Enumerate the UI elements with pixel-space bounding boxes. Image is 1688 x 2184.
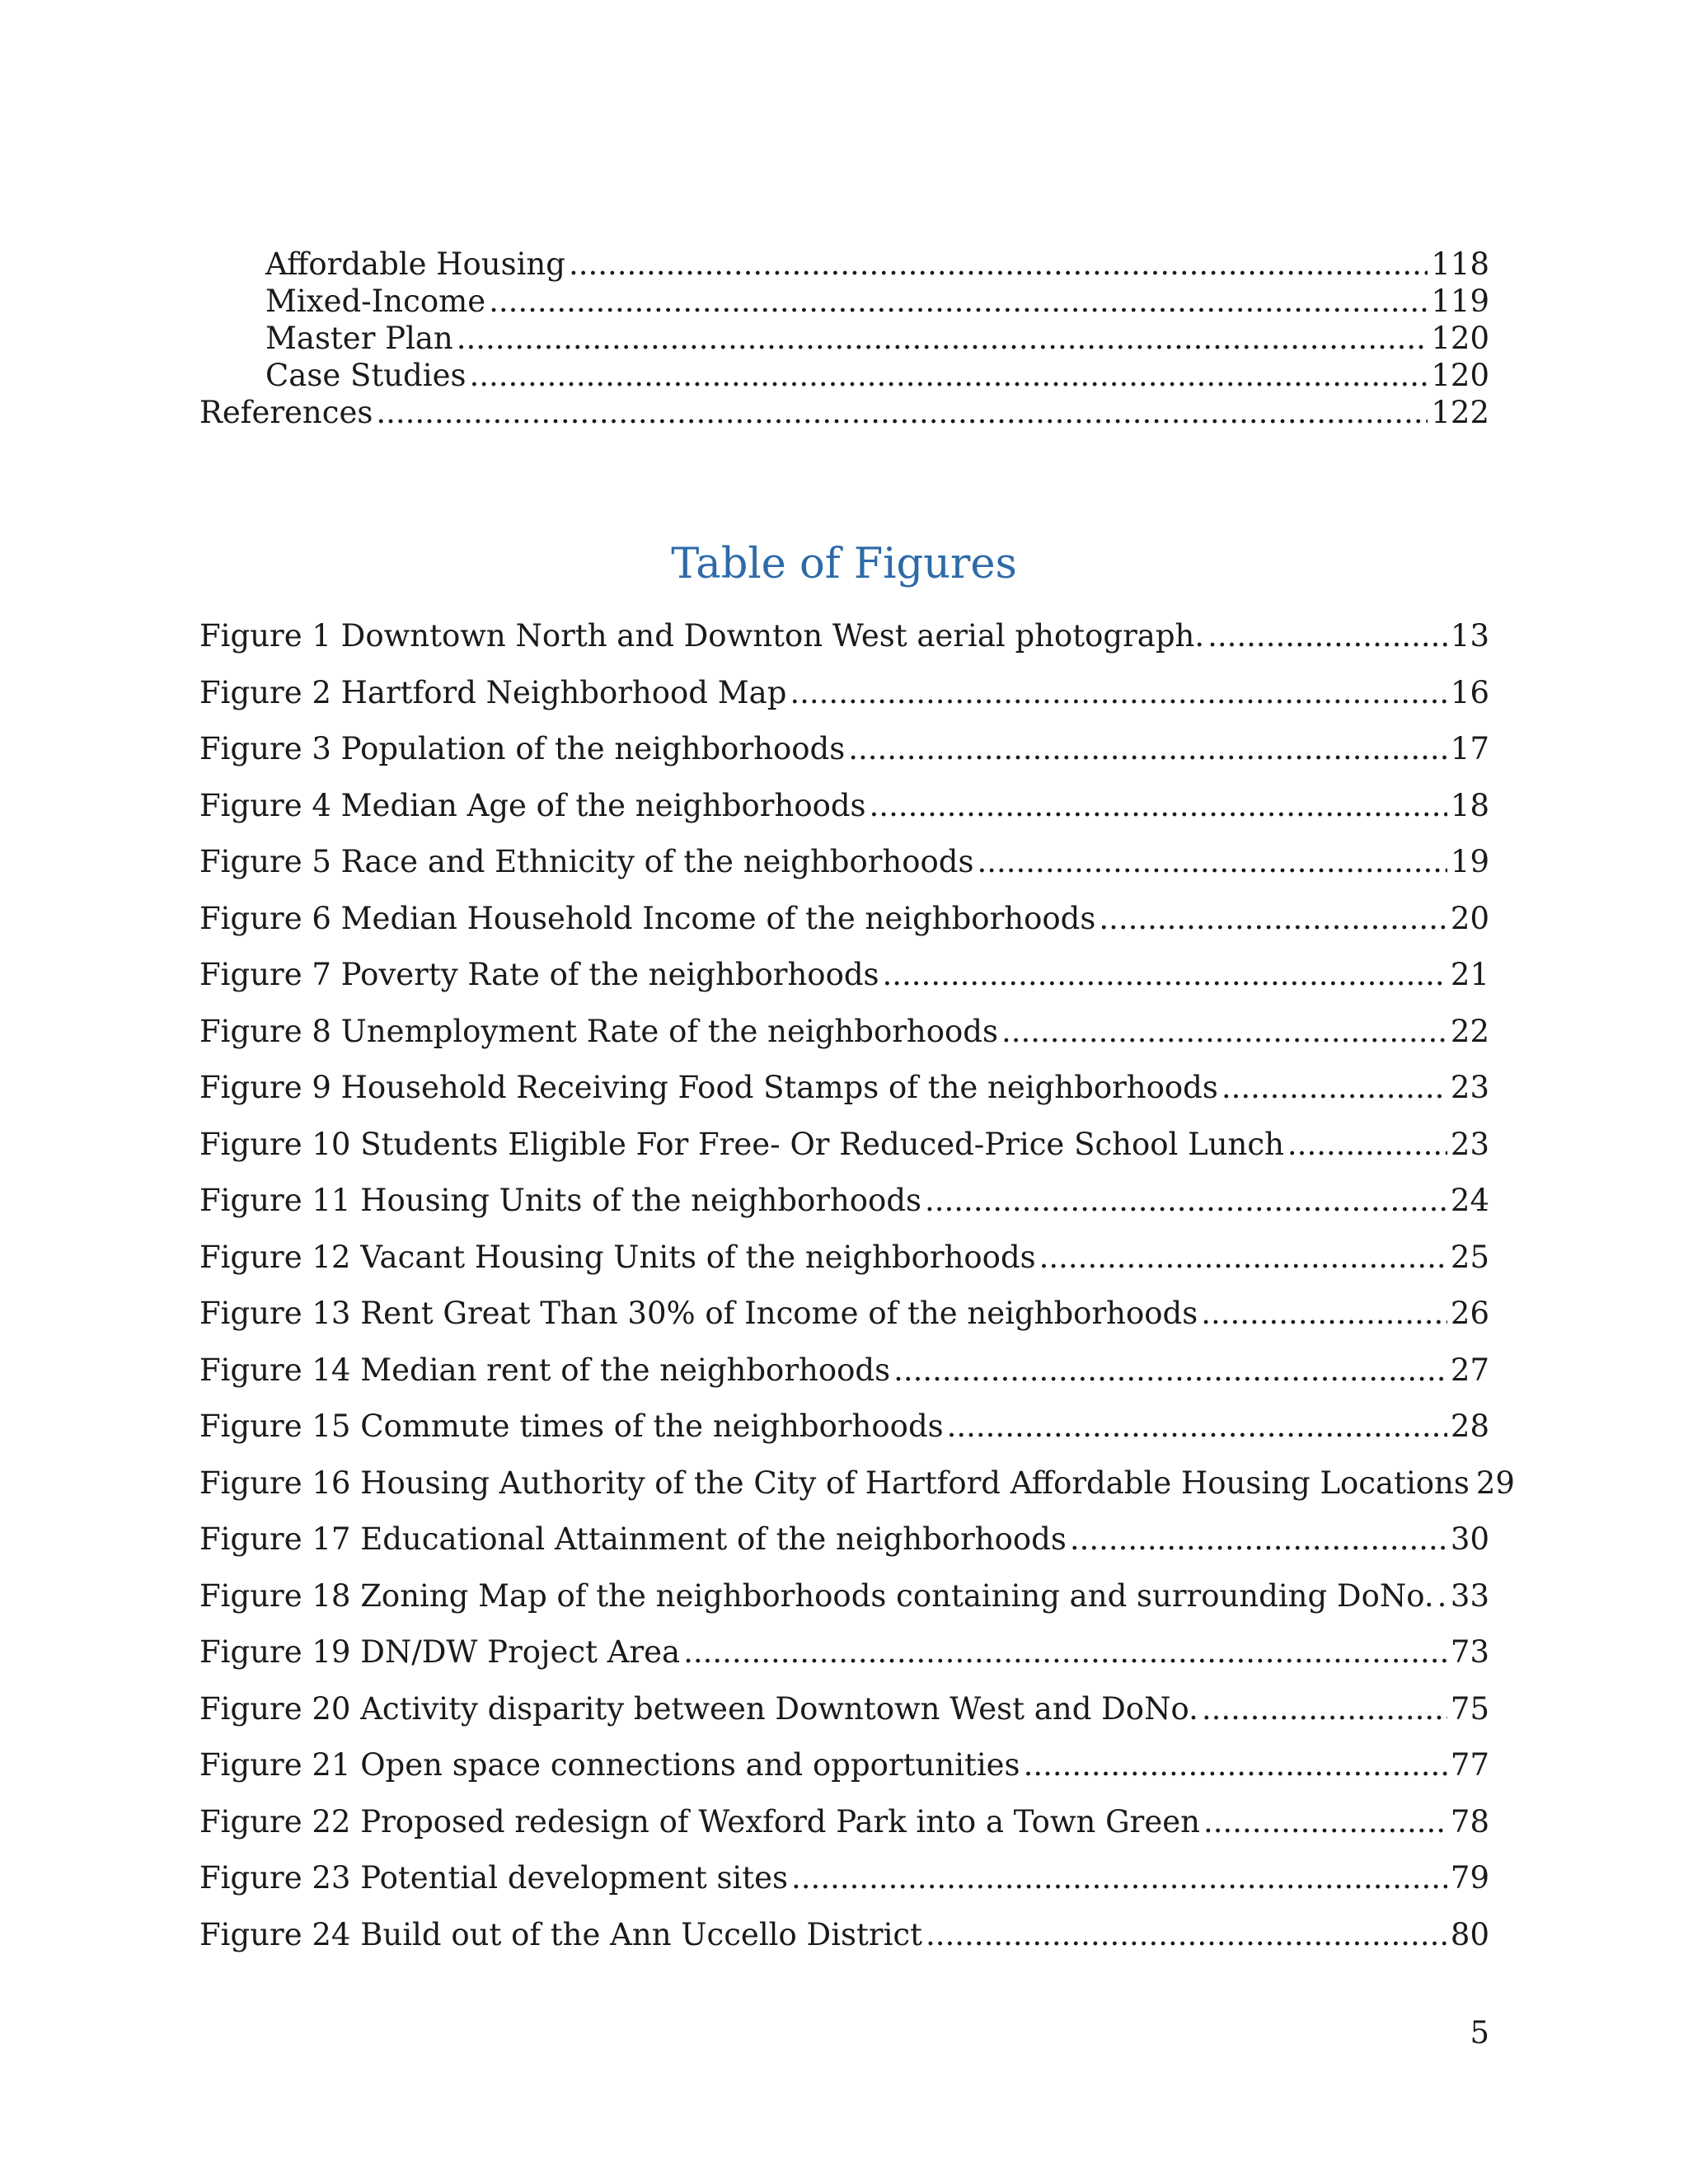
figure-entry-page: 77 — [1450, 1747, 1489, 1783]
figure-entry-label: Figure 9 Household Receiving Food Stamps of the neighborhoods — [199, 1070, 1218, 1105]
page-number: 5 — [1470, 2015, 1489, 2050]
toc-entry-page: 120 — [1431, 321, 1489, 356]
figure-entry-page: 80 — [1450, 1916, 1489, 1952]
figure-entry[interactable] — [199, 1624, 1489, 1681]
figures-list — [199, 608, 1515, 1963]
figure-entry-page: 30 — [1450, 1521, 1489, 1557]
figure-entry[interactable] — [199, 1455, 1515, 1512]
figure-entry[interactable] — [199, 891, 1489, 948]
figure-entry-page: 73 — [1450, 1634, 1489, 1670]
figure-entry[interactable] — [199, 1286, 1489, 1343]
figure-entry-label: Figure 15 Commute times of the neighborhoods — [199, 1408, 944, 1444]
dot-leader — [376, 394, 1428, 431]
figure-entry-label: Figure 21 Open space connections and opportunities — [199, 1747, 1020, 1783]
figure-entry[interactable] — [199, 1173, 1489, 1230]
dot-leader — [893, 1343, 1447, 1399]
figure-entry-label: Figure 4 Median Age of the neighborhoods — [199, 787, 866, 823]
dot-leader — [569, 246, 1428, 283]
toc-entry-page: 122 — [1431, 395, 1489, 430]
figure-entry-label: Figure 8 Unemployment Rate of the neighborhoods — [199, 1013, 998, 1049]
toc-entry[interactable] — [199, 320, 1489, 357]
figure-entry[interactable] — [199, 1794, 1489, 1851]
toc-entry[interactable] — [199, 246, 1489, 283]
figure-entry-label: Figure 2 Hartford Neighborhood Map — [199, 674, 787, 710]
figure-entry-page: 17 — [1450, 731, 1489, 766]
figure-entry-page: 24 — [1450, 1183, 1489, 1218]
toc-entry-label: Case Studies — [265, 358, 467, 393]
figure-entry-page: 21 — [1450, 957, 1489, 992]
figure-entry-label: Figure 10 Students Eligible For Free- Or Reduced-Price School Lunch — [199, 1126, 1284, 1162]
figure-entry-page: 26 — [1450, 1296, 1489, 1331]
figure-entry[interactable] — [199, 947, 1489, 1004]
figure-entry-label: Figure 16 Housing Authority of the City of Hartford Affordable Housing Locations — [199, 1465, 1470, 1501]
dot-leader — [1287, 1117, 1447, 1174]
figure-entry-page: 75 — [1450, 1690, 1489, 1727]
toc-entry[interactable] — [199, 394, 1489, 431]
dot-leader — [1437, 1568, 1447, 1625]
figure-entry-label: Figure 18 Zoning Map of the neighborhoods containing and surrounding DoNo. — [199, 1577, 1434, 1614]
figure-entry-label: Figure 1 Downtown North and Downton West aerial photograph. — [199, 618, 1205, 654]
dot-leader — [1070, 1511, 1447, 1568]
figure-entry-page: 23 — [1450, 1126, 1489, 1162]
dot-leader — [1203, 1794, 1447, 1851]
figure-entry-label: Figure 12 Vacant Housing Units of the neighborhoods — [199, 1239, 1036, 1275]
figure-entry-label: Figure 17 Educational Attainment of the neighborhoods — [199, 1521, 1067, 1557]
dot-leader — [791, 1850, 1447, 1907]
figure-entry[interactable] — [199, 1117, 1489, 1174]
figure-entry-label: Figure 11 Housing Units of the neighborhoods — [199, 1183, 922, 1218]
figure-entry-label: Figure 19 DN/DW Project Area — [199, 1634, 681, 1670]
figure-entry[interactable] — [199, 778, 1489, 835]
figure-entry-page: 18 — [1450, 787, 1489, 823]
toc-entry-label: Affordable Housing — [265, 246, 565, 282]
figure-entry-label: Figure 13 Rent Great Than 30% of Income of the neighborhoods — [199, 1296, 1198, 1331]
figure-entry-label: Figure 23 Potential development sites — [199, 1860, 789, 1896]
figure-entry-page: 33 — [1450, 1577, 1489, 1614]
dot-leader — [489, 283, 1428, 320]
toc-continued — [199, 246, 1489, 431]
figure-entry[interactable] — [199, 1681, 1489, 1738]
figure-entry[interactable] — [199, 1060, 1489, 1117]
toc-entry-label: Mixed-Income — [265, 284, 486, 319]
figure-entry-page: 79 — [1450, 1860, 1489, 1896]
dot-leader — [977, 834, 1447, 891]
figure-entry-page: 22 — [1450, 1013, 1489, 1049]
dot-leader — [1039, 1230, 1447, 1286]
figure-entry-page: 13 — [1450, 618, 1489, 654]
figure-entry-label: Figure 20 Activity disparity between Downtown West and DoNo. — [199, 1690, 1198, 1727]
dot-leader — [848, 721, 1447, 778]
figure-entry-label: Figure 14 Median rent of the neighborhoods — [199, 1352, 891, 1388]
figure-entry-page: 28 — [1450, 1408, 1489, 1444]
dot-leader — [1207, 608, 1447, 665]
figure-entry[interactable] — [199, 721, 1489, 778]
dot-leader — [457, 320, 1428, 357]
figure-entry-page: 20 — [1450, 900, 1489, 936]
figure-entry-label: Figure 24 Build out of the Ann Uccello District — [199, 1916, 922, 1952]
dot-leader — [1221, 1060, 1447, 1117]
figure-entry[interactable] — [199, 1004, 1489, 1061]
figure-entry[interactable] — [199, 1850, 1489, 1907]
figure-entry[interactable] — [199, 1343, 1489, 1399]
figure-entry[interactable] — [199, 834, 1489, 891]
dot-leader — [1099, 891, 1447, 948]
figure-entry-label: Figure 5 Race and Ethnicity of the neighborhoods — [199, 844, 974, 879]
figure-entry[interactable] — [199, 665, 1489, 722]
dot-leader — [925, 1173, 1447, 1230]
dot-leader — [870, 778, 1447, 835]
figure-entry-page: 29 — [1475, 1465, 1515, 1501]
figure-entry[interactable] — [199, 1907, 1489, 1964]
toc-entry-label: References — [199, 395, 373, 430]
dot-leader — [1001, 1004, 1447, 1061]
figure-entry[interactable] — [199, 1399, 1489, 1455]
figure-entry-page: 19 — [1450, 844, 1489, 879]
dot-leader — [1024, 1737, 1447, 1794]
figure-entry-page: 78 — [1450, 1803, 1489, 1840]
toc-entry[interactable] — [199, 283, 1489, 320]
dot-leader — [469, 357, 1428, 394]
figure-entry-label: Figure 6 Median Household Income of the neighborhoods — [199, 900, 1096, 936]
figure-entry-label: Figure 7 Poverty Rate of the neighborhoods — [199, 957, 879, 992]
toc-entry-page: 119 — [1431, 284, 1489, 319]
dot-leader — [1201, 1286, 1447, 1343]
toc-entry[interactable] — [199, 357, 1489, 394]
figure-entry[interactable] — [199, 1568, 1489, 1625]
figure-entry-label: Figure 3 Population of the neighborhoods — [199, 731, 846, 766]
figure-entry[interactable] — [199, 1511, 1489, 1568]
dot-leader — [1202, 1681, 1447, 1738]
figure-entry-page: 16 — [1450, 674, 1489, 710]
figure-entry[interactable] — [199, 1737, 1489, 1794]
figure-entry[interactable] — [199, 1230, 1489, 1286]
toc-entry-page: 118 — [1431, 246, 1489, 282]
figure-entry-page: 27 — [1450, 1352, 1489, 1388]
figure-entry[interactable] — [199, 608, 1489, 665]
dot-leader — [926, 1907, 1447, 1964]
figure-entry-page: 23 — [1450, 1070, 1489, 1105]
dot-leader — [683, 1624, 1447, 1681]
figure-entry-page: 25 — [1450, 1239, 1489, 1275]
dot-leader — [883, 947, 1447, 1004]
figures-heading: Table of Figures — [671, 540, 1017, 588]
toc-entry-label: Master Plan — [265, 321, 453, 356]
dot-leader — [947, 1399, 1447, 1455]
figure-entry-label: Figure 22 Proposed redesign of Wexford Park into a Town Green — [199, 1803, 1200, 1840]
toc-entry-page: 120 — [1431, 358, 1489, 393]
dot-leader — [790, 665, 1447, 722]
